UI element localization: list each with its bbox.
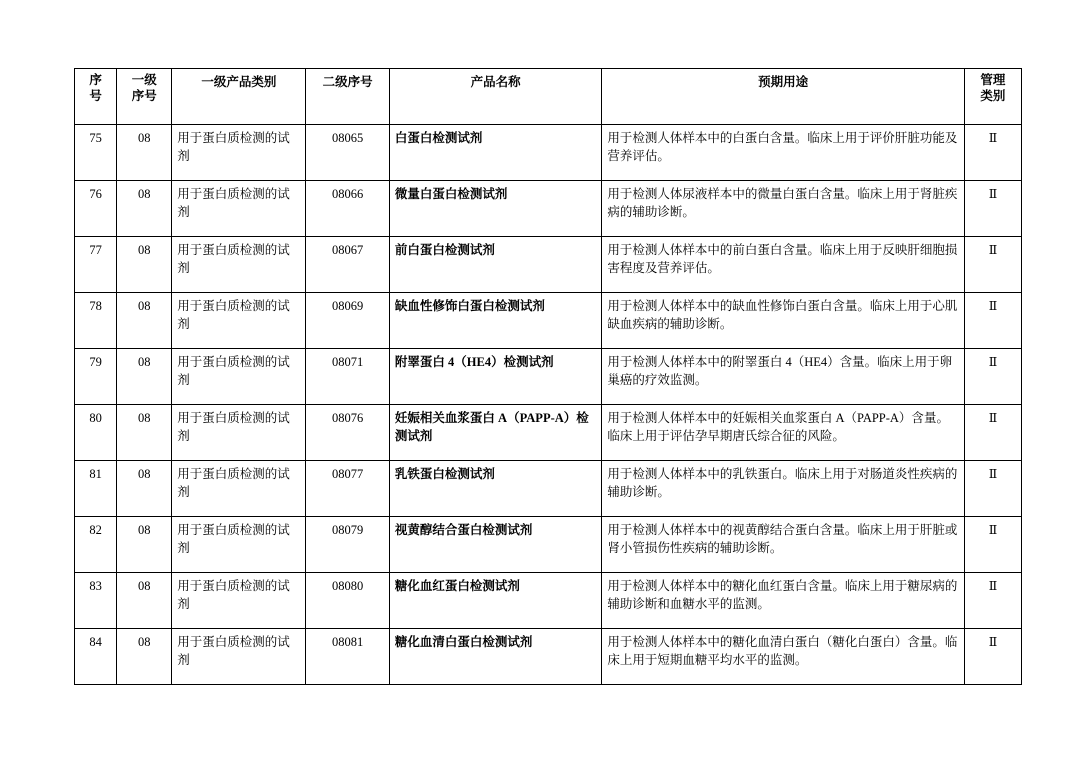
table-row: [75, 293, 1022, 349]
product-catalog-table: [74, 68, 1022, 685]
cell-management-class: Ⅱ: [964, 181, 1021, 237]
cell-product-name: 附睪蛋白 4（HE4）检测试剂: [389, 349, 601, 405]
cell-product-name: 微量白蛋白检测试剂: [389, 181, 601, 237]
cell-intended-use: 用于检测人体样本中的乳铁蛋白。临床上用于对肠道炎性疾病的辅助诊断。: [602, 461, 965, 517]
cell-intended-use: 用于检测人体样本中的妊娠相关血浆蛋白 A（PAPP-A）含量。临床上用于评估孕早期唐氏综合征的风险。: [602, 405, 965, 461]
column-header-level1-seq: [117, 69, 172, 125]
cell-level2-seq: 08071: [306, 349, 389, 405]
cell-level1-category: 用于蛋白质检测的试剂: [172, 237, 306, 293]
cell-level2-seq: 08065: [306, 125, 389, 181]
cell-product-name: 缺血性修饰白蛋白检测试剂: [389, 293, 601, 349]
column-header-level1-category: 一级产品类别: [172, 69, 306, 125]
cell-seq: 82: [75, 517, 117, 573]
cell-level2-seq: 08066: [306, 181, 389, 237]
cell-product-name: 前白蛋白检测试剂: [389, 237, 601, 293]
cell-level1-seq: 08: [117, 349, 172, 405]
cell-level2-seq: 08080: [306, 573, 389, 629]
column-header-management-class: [964, 69, 1021, 125]
cell-level1-seq: 08: [117, 517, 172, 573]
column-header-seq-line1: 序: [89, 73, 102, 87]
cell-management-class: Ⅱ: [964, 293, 1021, 349]
cell-seq: 84: [75, 629, 117, 685]
table-header: [75, 69, 1022, 125]
cell-level1-seq: 08: [117, 461, 172, 517]
cell-intended-use: 用于检测人体样本中的前白蛋白含量。临床上用于反映肝细胞损害程度及营养评估。: [602, 237, 965, 293]
cell-level1-seq: 08: [117, 237, 172, 293]
cell-level1-category: 用于蛋白质检测的试剂: [172, 125, 306, 181]
cell-level1-category: 用于蛋白质检测的试剂: [172, 517, 306, 573]
cell-management-class: Ⅱ: [964, 573, 1021, 629]
column-header-product-name: 产品名称: [389, 69, 601, 125]
cell-intended-use: 用于检测人体样本中的视黄醇结合蛋白含量。临床上用于肝脏或肾小管损伤性疾病的辅助诊断。: [602, 517, 965, 573]
column-header-level1-seq-line2: 序号: [131, 88, 157, 103]
cell-intended-use: 用于检测人体样本中的糖化血红蛋白含量。临床上用于糖尿病的辅助诊断和血糖水平的监测。: [602, 573, 965, 629]
column-header-management-class-line1: 管理: [980, 73, 1006, 87]
cell-level1-seq: 08: [117, 125, 172, 181]
cell-level1-seq: 08: [117, 629, 172, 685]
cell-level1-seq: 08: [117, 573, 172, 629]
column-header-intended-use: 预期用途: [602, 69, 965, 125]
cell-management-class: Ⅱ: [964, 237, 1021, 293]
cell-intended-use: 用于检测人体样本中的白蛋白含量。临床上用于评价肝脏功能及营养评估。: [602, 125, 965, 181]
cell-product-name: 糖化血红蛋白检测试剂: [389, 573, 601, 629]
cell-management-class: Ⅱ: [964, 349, 1021, 405]
cell-management-class: Ⅱ: [964, 461, 1021, 517]
table-row: [75, 181, 1022, 237]
table-row: [75, 237, 1022, 293]
cell-level1-category: 用于蛋白质检测的试剂: [172, 573, 306, 629]
cell-seq: 81: [75, 461, 117, 517]
cell-seq: 79: [75, 349, 117, 405]
column-header-seq: [75, 69, 117, 125]
table-row: [75, 125, 1022, 181]
table-row: [75, 461, 1022, 517]
table-row: [75, 517, 1022, 573]
table-row: [75, 629, 1022, 685]
cell-level2-seq: 08081: [306, 629, 389, 685]
cell-seq: 80: [75, 405, 117, 461]
cell-level1-category: 用于蛋白质检测的试剂: [172, 629, 306, 685]
cell-intended-use: 用于检测人体样本中的附睪蛋白 4（HE4）含量。临床上用于卵巢癌的疗效监测。: [602, 349, 965, 405]
table-row: [75, 405, 1022, 461]
cell-level1-category: 用于蛋白质检测的试剂: [172, 405, 306, 461]
cell-management-class: Ⅱ: [964, 629, 1021, 685]
cell-level2-seq: 08076: [306, 405, 389, 461]
cell-level1-seq: 08: [117, 293, 172, 349]
cell-level1-category: 用于蛋白质检测的试剂: [172, 461, 306, 517]
cell-product-name: 妊娠相关血浆蛋白 A（PAPP-A）检测试剂: [389, 405, 601, 461]
cell-intended-use: 用于检测人体样本中的糖化血清白蛋白（糖化白蛋白）含量。临床上用于短期血糖平均水平的监测。: [602, 629, 965, 685]
table-header-row: [75, 69, 1022, 125]
column-header-seq-line2: 号: [89, 88, 102, 103]
cell-level1-category: 用于蛋白质检测的试剂: [172, 181, 306, 237]
cell-seq: 75: [75, 125, 117, 181]
cell-level1-category: 用于蛋白质检测的试剂: [172, 293, 306, 349]
cell-level1-category: 用于蛋白质检测的试剂: [172, 349, 306, 405]
cell-level2-seq: 08077: [306, 461, 389, 517]
cell-intended-use: 用于检测人体尿液样本中的微量白蛋白含量。临床上用于肾脏疾病的辅助诊断。: [602, 181, 965, 237]
cell-management-class: Ⅱ: [964, 405, 1021, 461]
cell-level2-seq: 08079: [306, 517, 389, 573]
cell-level2-seq: 08067: [306, 237, 389, 293]
cell-management-class: Ⅱ: [964, 125, 1021, 181]
table-body: [75, 125, 1022, 685]
cell-product-name: 乳铁蛋白检测试剂: [389, 461, 601, 517]
cell-level1-seq: 08: [117, 405, 172, 461]
catalog-table-wrapper: [74, 68, 1022, 685]
column-header-level1-seq-line1: 一级: [131, 73, 157, 87]
table-row: [75, 349, 1022, 405]
cell-level2-seq: 08069: [306, 293, 389, 349]
cell-level1-seq: 08: [117, 181, 172, 237]
column-header-level2-seq: 二级序号: [306, 69, 389, 125]
cell-seq: 77: [75, 237, 117, 293]
cell-product-name: 白蛋白检测试剂: [389, 125, 601, 181]
cell-product-name: 视黄醇结合蛋白检测试剂: [389, 517, 601, 573]
column-header-management-class-line2: 类别: [980, 88, 1006, 103]
cell-seq: 78: [75, 293, 117, 349]
cell-product-name: 糖化血清白蛋白检测试剂: [389, 629, 601, 685]
table-row: [75, 573, 1022, 629]
cell-management-class: Ⅱ: [964, 517, 1021, 573]
cell-intended-use: 用于检测人体样本中的缺血性修饰白蛋白含量。临床上用于心肌缺血疾病的辅助诊断。: [602, 293, 965, 349]
cell-seq: 83: [75, 573, 117, 629]
cell-seq: 76: [75, 181, 117, 237]
